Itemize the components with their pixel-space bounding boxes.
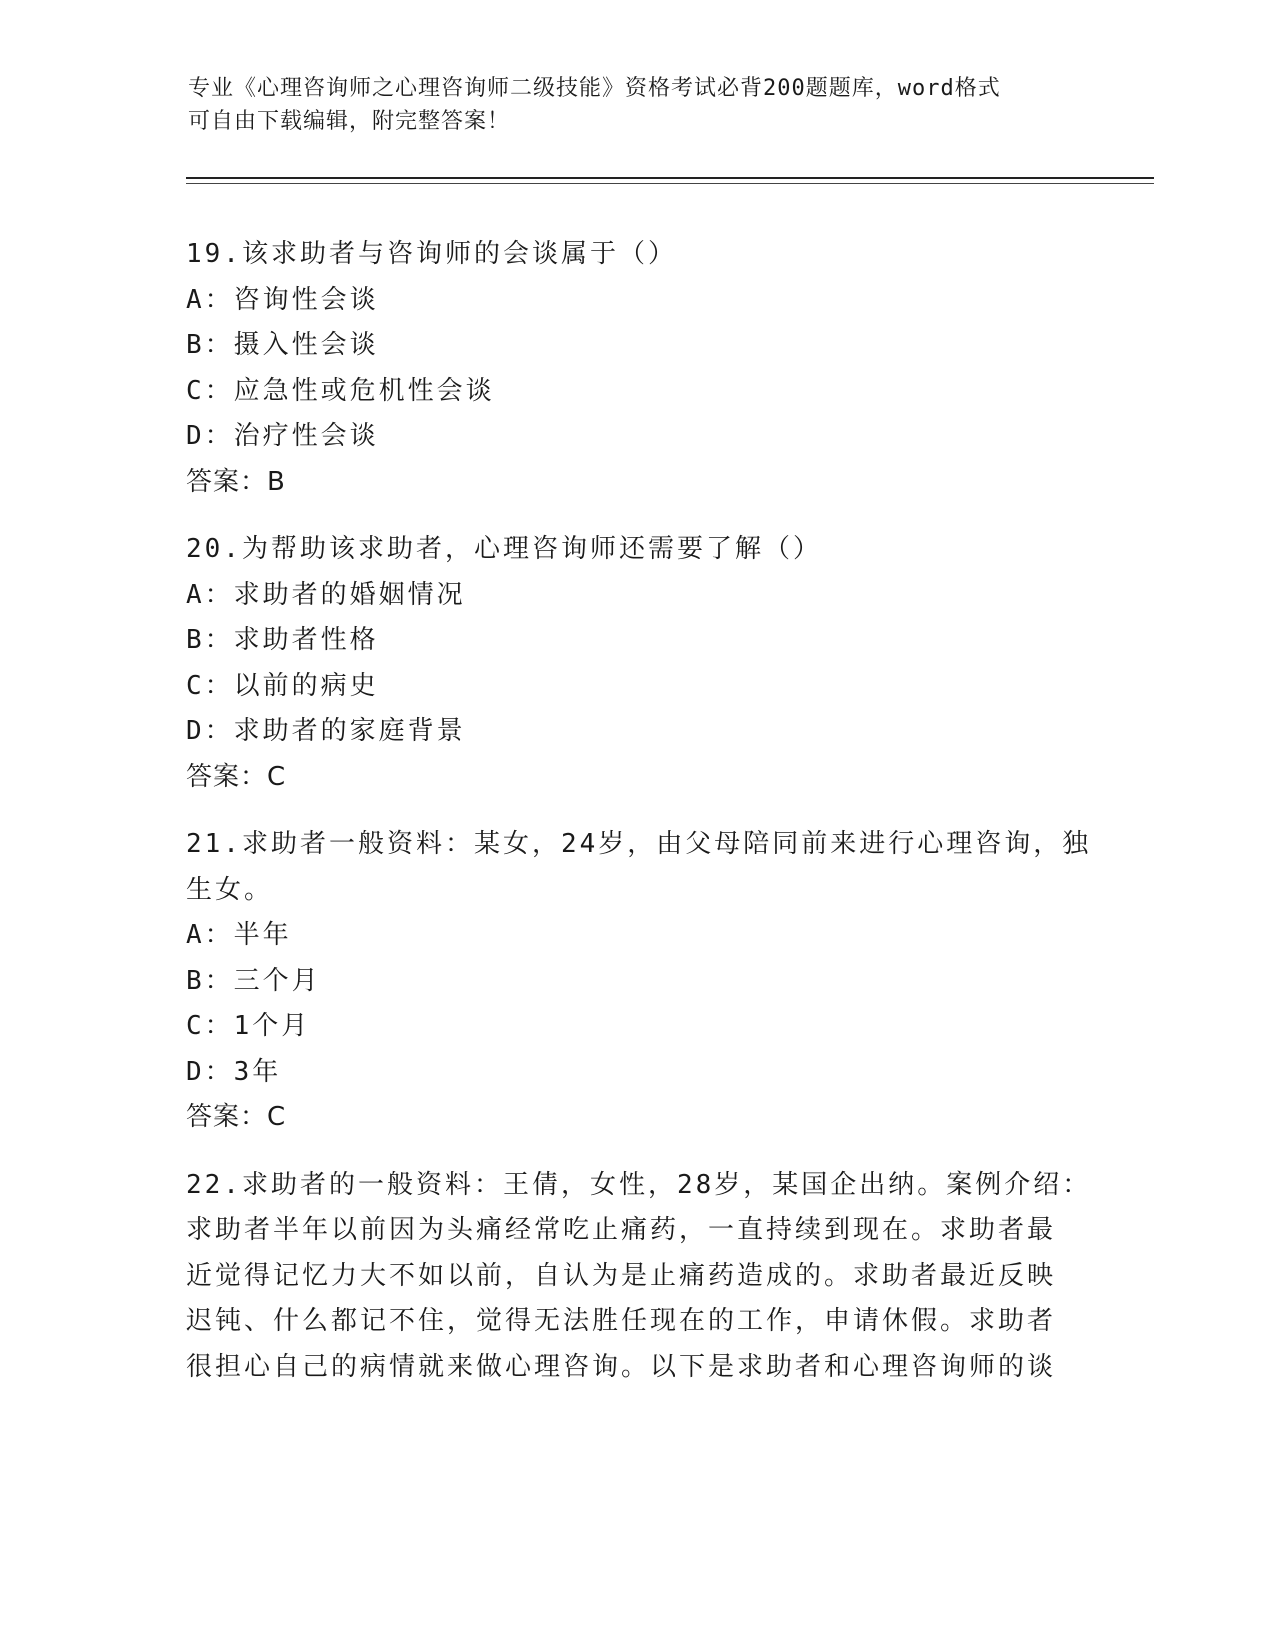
header-line-2: 可自由下载编辑，附完整答案！ — [188, 109, 511, 134]
option-a: A：咨询性会谈 — [186, 284, 379, 315]
question-stem: 19.该求助者与咨询师的会谈属于（） — [186, 239, 677, 269]
option-c: C：以前的病史 — [186, 670, 379, 701]
option-c: C：应急性或危机性会谈 — [186, 375, 495, 406]
option-b: B：摄入性会谈 — [186, 330, 379, 360]
question-21 — [186, 822, 1092, 1141]
question-stem-line-2: 求助者半年以前因为头痛经常吃止痛药，一直持续到现在。求助者最 — [186, 1215, 1057, 1245]
option-a: A：半年 — [186, 920, 292, 950]
option-a: A：求助者的婚姻情况 — [186, 579, 466, 610]
option-b: B：三个月 — [186, 965, 321, 996]
header-rule-thin — [186, 183, 1154, 184]
question-20 — [186, 527, 1086, 800]
document-header — [188, 72, 1088, 138]
question-stem-line-5: 很担心自己的病情就来做心理咨询。以下是求助者和心理咨询师的谈 — [186, 1351, 1057, 1382]
question-22 — [186, 1163, 1092, 1391]
question-stem-line-3: 近觉得记忆力大不如以前，自认为是止痛药造成的。求助者最近反映 — [186, 1260, 1057, 1291]
option-c: C：1个月 — [186, 1011, 311, 1041]
question-stem-line-1: 21.求助者一般资料：某女，24岁，由父母陪同前来进行心理咨询，独 — [186, 829, 1092, 859]
option-d: D：3年 — [186, 1056, 282, 1087]
header-rule-thick — [186, 177, 1154, 179]
option-b: B：求助者性格 — [186, 625, 379, 655]
question-list — [186, 232, 1092, 1412]
question-stem-line-4: 迟钝、什么都记不住，觉得无法胜任现在的工作，申请休假。求助者 — [186, 1306, 1057, 1336]
question-stem: 20.为帮助该求助者，心理咨询师还需要了解（） — [186, 534, 822, 564]
answer: 答案：B — [186, 466, 286, 497]
answer: 答案：C — [186, 1102, 287, 1132]
option-d: D：求助者的家庭背景 — [186, 716, 466, 746]
question-19 — [186, 232, 1086, 505]
option-d: D：治疗性会谈 — [186, 421, 379, 451]
question-stem-line-1: 22.求助者的一般资料：王倩，女性，28岁，某国企出纳。案例介绍： — [186, 1169, 1092, 1200]
answer: 答案：C — [186, 761, 287, 792]
question-stem-line-2: 生女。 — [186, 874, 274, 905]
header-line-1: 专业《心理咨询师之心理咨询师二级技能》资格考试必背200题题库，word格式 — [188, 76, 1001, 101]
